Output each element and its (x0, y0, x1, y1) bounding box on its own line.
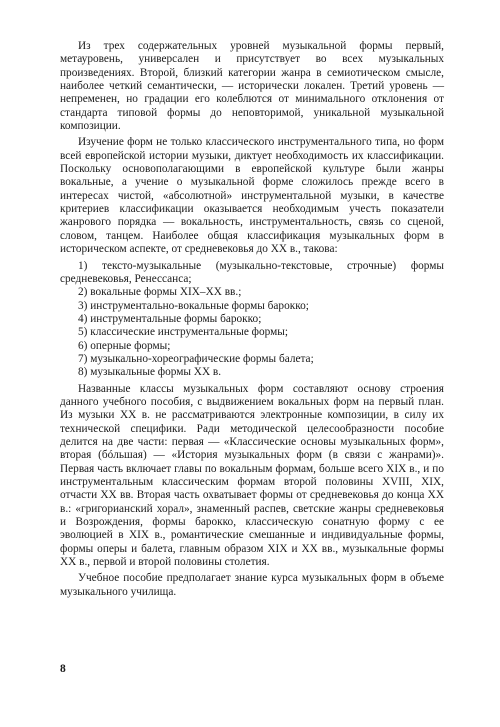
paragraph-prerequisites: Учебное пособие предполагает знание курса музыкальных форм в объеме музыкального училища. (60, 572, 444, 598)
list-item: 4) инструментальные формы барокко; (78, 312, 262, 325)
list-item: 2) вокальные формы XIX–XX вв.; (78, 286, 242, 299)
page-body (60, 40, 444, 602)
list-item: 8) музыкальные формы XX в. (78, 366, 222, 379)
classification-list (60, 260, 444, 380)
paragraph-textbook-structure: Названные классы музыкальных форм составляют основу строения данного учебного пособия, с выдвижением вокальных форм на первый план. Из музыки XX в. не рассматриваются электронные композиции, в силу их технической специфики. Ради методической целесообразности пособие делится на две части: первая — «Классические основы музыкальных форм», вторая (бóльшая) — «История музыкальных форм (в связи с жанрами)». Первая часть включает главы по вокальным формам, больше всего XIX в., и по инструментальным классическим формам второй половины XVIII, XIX, отчасти XX вв. Вторая часть охватывает формы от средневековья до конца XX в.: «григорианский хорал», знаменный распев, светские жанры средневековья и Возрождения, формы барокко, классическую сонатную форму с ее эволюцией в XIX в., романтические смешанные и индивидуальные формы, формы оперы и балета, главным образом XIX и XX вв., музыкальные формы XX в., первой и второй половины столетия. (60, 382, 444, 569)
paragraph-classification: Изучение форм не только классического инструментального типа, но форм всей европейской истории музыки, диктует необходимость их классификации. Поскольку основополагающими в европейской культуре были жанры вокальные, а учение о музыкальной форме сложилось прежде всего в интересах чистой, «абсолютной» инструментальной музыки, в качестве критериев классификации оказывается необходимым учесть показатели жанрового порядка — вокальность, инструментальность, связь со сценой, словом, танцем. Наиболее общая классификация музыкальных форм в историческом аспекте, от средневековья до XX в., такова: (60, 136, 444, 256)
page-number: 8 (60, 663, 66, 675)
list-item: 3) инструментально-вокальные формы барокко; (78, 299, 309, 312)
list-item: 5) классические инструментальные формы; (78, 326, 288, 339)
paragraph-form-levels: Из трех содержательных уровней музыкальной формы первый, метауровень, универсален и присутствует во всех музыкальных произведениях. Второй, близкий категории жанра в семиотическом смысле, наиболее четкий семантически, — исторически локален. Третий уровень — непременен, но градации его колеблются от минимального отклонения от стандарта типовой формы до неповторимой, уникальной музыкальной композиции. (60, 40, 444, 133)
list-item: 6) оперные формы; (78, 339, 171, 352)
list-item: 7) музыкально-хореографические формы балета; (78, 352, 314, 365)
list-item: 1) тексто-музыкальные (музыкально-текстовые, строчные) формы средневековья, Ренессанса; (60, 259, 444, 285)
